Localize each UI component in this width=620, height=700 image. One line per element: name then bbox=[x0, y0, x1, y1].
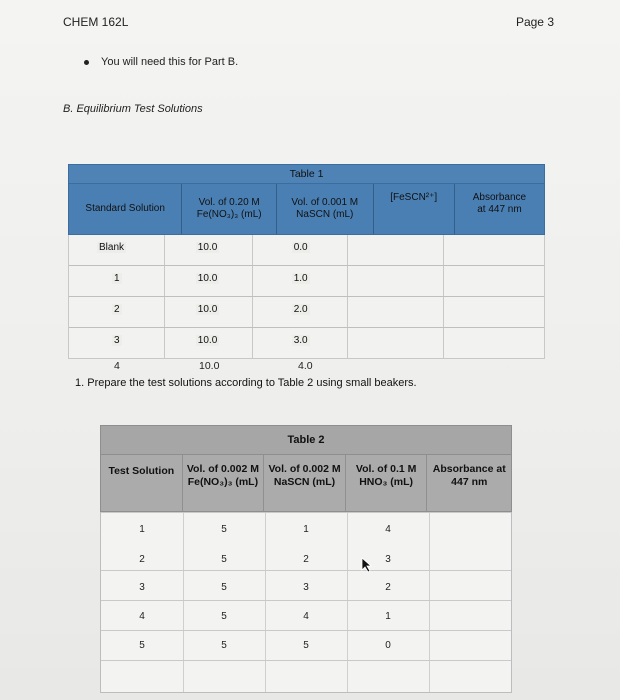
t2-cell: 5 bbox=[139, 640, 145, 651]
t2-cell: 2 bbox=[139, 554, 145, 565]
bullet-note bbox=[84, 56, 238, 68]
t1-cell: 2 bbox=[114, 304, 120, 315]
table-2-header bbox=[100, 455, 512, 512]
t1-cell: 10.0 bbox=[197, 304, 218, 315]
bullet-dot-icon bbox=[84, 60, 89, 65]
t1-cell: 3 bbox=[114, 335, 120, 346]
t2-cell: 2 bbox=[303, 554, 309, 565]
t2-cell: 3 bbox=[385, 554, 391, 565]
t2-cell: 2 bbox=[385, 582, 391, 593]
t2-cell: 5 bbox=[221, 582, 227, 593]
step-1-instruction: 1. Prepare the test solutions according to Table 2 using small beakers. bbox=[75, 377, 417, 389]
t2-cell: 1 bbox=[139, 524, 145, 535]
bullet-text: You will need this for Part B. bbox=[101, 56, 239, 68]
t1-cell: 1 bbox=[114, 273, 120, 284]
t1-cell: 10.0 bbox=[197, 242, 218, 253]
t2-cell: 4 bbox=[303, 611, 309, 622]
spill-row-fe: 10.0 bbox=[199, 360, 220, 372]
t1-cell: 10.0 bbox=[197, 273, 218, 284]
t2-cell: 4 bbox=[385, 524, 391, 535]
table-2-title: Table 2 bbox=[100, 425, 512, 455]
section-title: B. Equilibrium Test Solutions bbox=[63, 103, 203, 115]
page-number: Page 3 bbox=[515, 15, 554, 29]
t1-header-nascn: Vol. of 0.001 M NaSCN (mL) bbox=[277, 184, 374, 234]
t2-cell: 5 bbox=[221, 640, 227, 651]
table-1-header bbox=[68, 184, 545, 235]
t1-header-standard: Standard Solution bbox=[69, 184, 182, 234]
t1-cell: 2.0 bbox=[293, 304, 308, 315]
t2-cell: 4 bbox=[139, 611, 145, 622]
mouse-pointer-icon bbox=[361, 557, 373, 573]
t2-cell: 5 bbox=[221, 554, 227, 565]
table-2 bbox=[100, 425, 512, 693]
table-1-title: Table 1 bbox=[68, 164, 545, 184]
t1-cell: Blank bbox=[99, 242, 125, 253]
t2-cell: 5 bbox=[303, 640, 309, 651]
t2-cell: 0 bbox=[385, 640, 391, 651]
t2-header-fe: Vol. of 0.002 M Fe(NO₃)₃ (mL) bbox=[183, 455, 265, 511]
spill-row-number: 4 bbox=[114, 360, 120, 372]
t2-cell: 1 bbox=[385, 611, 391, 622]
t2-cell: 3 bbox=[303, 582, 309, 593]
table-1-body bbox=[68, 235, 545, 359]
table-row bbox=[69, 235, 544, 266]
table-row bbox=[69, 328, 544, 358]
t2-cell: 5 bbox=[221, 524, 227, 535]
t1-header-fe: Vol. of 0.20 M Fe(NO₃)₃ (mL) bbox=[182, 184, 277, 234]
t2-cell: 1 bbox=[303, 524, 309, 535]
t2-cell: 5 bbox=[221, 611, 227, 622]
t1-cell: 3.0 bbox=[293, 335, 308, 346]
course-header: CHEM 162L bbox=[63, 15, 129, 29]
t2-header-test-solution: Test Solution bbox=[101, 455, 183, 511]
t1-cell: 0.0 bbox=[293, 242, 308, 253]
spill-row-nascn: 4.0 bbox=[298, 360, 313, 372]
table-1 bbox=[68, 164, 545, 359]
t1-cell: 1.0 bbox=[293, 273, 308, 284]
t1-header-fescn: [FeSCN²⁺] bbox=[374, 184, 455, 234]
table-row bbox=[69, 266, 544, 297]
table-row bbox=[69, 297, 544, 328]
t2-header-nascn: Vol. of 0.002 M NaSCN (mL) bbox=[264, 455, 346, 511]
t1-header-absorbance: Absorbance at 447 nm bbox=[472, 192, 527, 215]
table-2-body bbox=[100, 512, 512, 693]
t2-header-absorbance: Absorbance at 447 nm bbox=[432, 463, 506, 488]
t1-cell: 10.0 bbox=[197, 335, 218, 346]
t2-header-hno3: Vol. of 0.1 M HNO₃ (mL) bbox=[346, 455, 428, 511]
t2-cell: 3 bbox=[139, 582, 145, 593]
